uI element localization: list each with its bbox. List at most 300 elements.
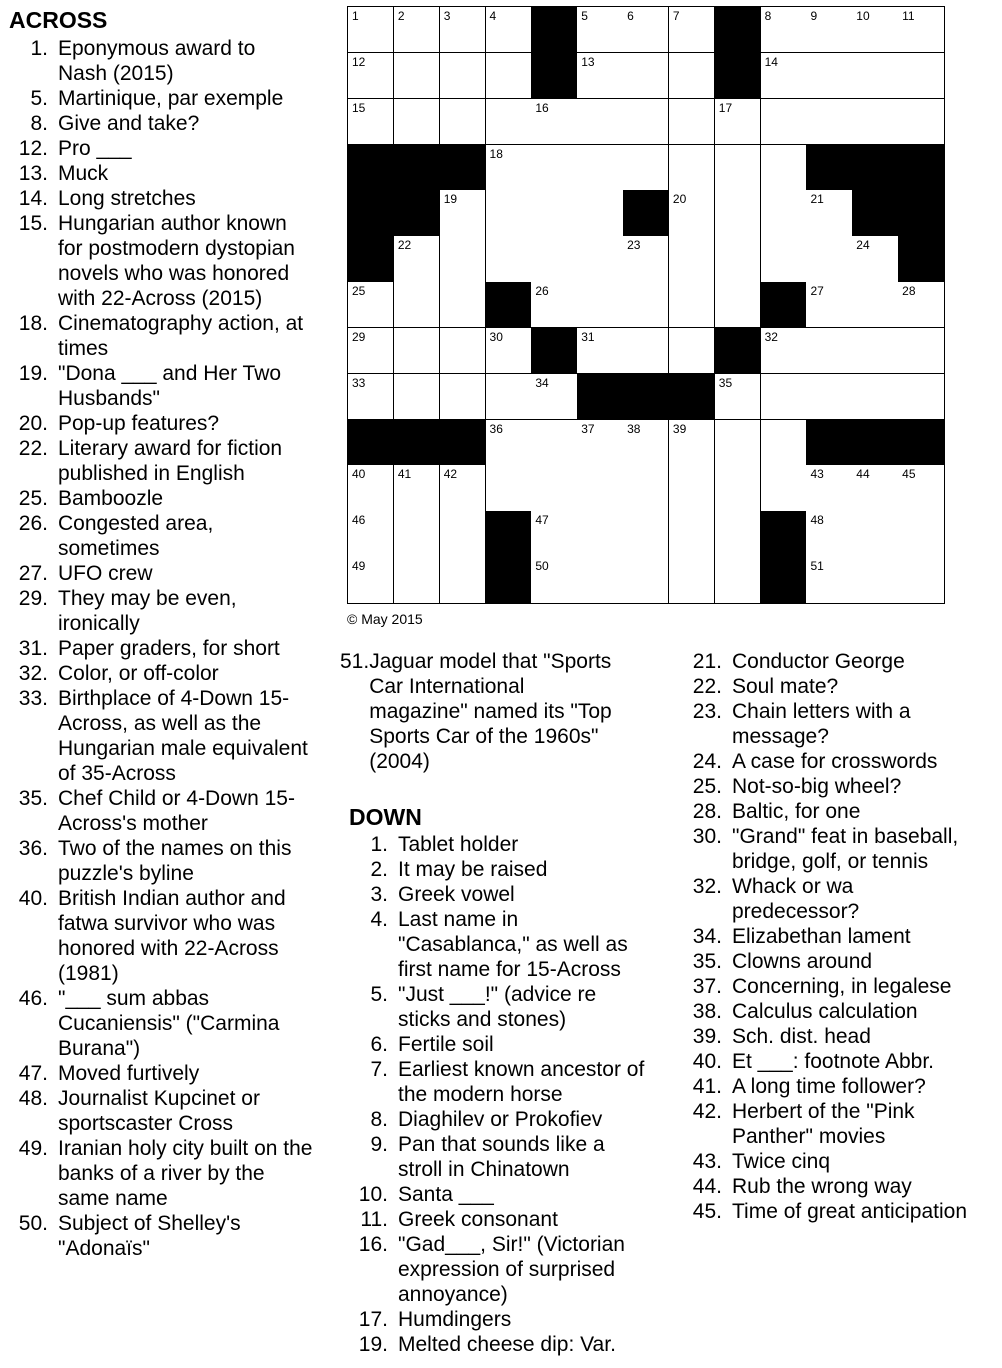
grid-block [806,145,852,191]
clue-down2-42 [680,1099,1002,1149]
grid-cell[interactable] [669,236,715,282]
grid-block [348,145,394,191]
clue-text-line: "Gad___, Sir!" (Victorian [398,1233,625,1256]
grid-block [486,282,532,328]
clue-across-18 [0,311,335,361]
cell-number: 49 [352,559,366,574]
grid-cell[interactable] [761,328,807,374]
cell-number: 43 [810,467,824,482]
clue-text [724,749,1002,774]
grid-cell[interactable] [577,557,623,603]
grid-cell[interactable] [761,99,807,145]
clue-number: 50. [18,1212,48,1235]
clue-number: 51. [340,650,370,673]
clue-text-line: Clowns around [732,950,873,973]
clue-text-line: Melted cheese dip: Var. [398,1333,616,1356]
grid-cell[interactable] [715,99,761,145]
grid-cell[interactable] [623,99,669,145]
clue-text-line: Chain letters with a [732,700,911,723]
grid-cell[interactable] [898,7,944,53]
grid-cell[interactable] [715,236,761,282]
clue-text-line: Herbert of the "Pink [732,1100,915,1123]
grid-cell[interactable] [623,511,669,557]
clue-text-line: British Indian author and [58,887,286,910]
clue-text-line: Fertile soil [398,1033,494,1056]
grid-cell[interactable] [394,465,440,511]
clue-text-line: "Casablanca," as well as [398,933,628,956]
grid-cell[interactable] [852,7,898,53]
clue-down2-32 [680,874,1002,924]
clue-text-line: Calculus calculation [732,1000,918,1023]
clue-text [390,1107,682,1132]
clue-text-line: Birthplace of 4-Down 15- [58,687,290,710]
grid-cell[interactable] [577,53,623,99]
clue-text-line: Nash (2015) [58,62,174,85]
clue-number: 23. [692,700,722,723]
clue-text-line: same name [58,1187,168,1210]
clue-text-line: Paper graders, for short [58,637,280,660]
clue-text-line: (2004) [369,750,430,773]
grid-cell[interactable] [531,145,577,191]
grid-cell[interactable] [440,557,486,603]
grid-cell[interactable] [806,282,852,328]
grid-cell[interactable] [486,145,532,191]
clue-text [50,986,335,1061]
clue-across-48 [0,1086,335,1136]
grid-cell[interactable] [852,236,898,282]
clue-down1-19 [346,1332,682,1357]
grid-cell[interactable] [852,557,898,603]
grid-block [348,190,394,236]
clue-text [390,1132,682,1182]
cell-number: 21 [810,192,824,207]
grid-cell[interactable] [898,511,944,557]
grid-cell[interactable] [531,99,577,145]
grid-cell[interactable] [761,190,807,236]
grid-cell[interactable] [394,511,440,557]
grid-cell[interactable] [623,53,669,99]
clue-across-25 [0,486,335,511]
grid-cell[interactable] [898,53,944,99]
clue-text [724,1149,1002,1174]
clue-across-26 [0,511,335,561]
clue-across-49 [0,1136,335,1211]
clue-text [50,511,335,561]
clue-down2-40 [680,1049,1002,1074]
grid-cell[interactable] [531,465,577,511]
cell-number: 41 [397,467,412,482]
clue-number: 35. [18,787,48,810]
clue-text-line: Time of great anticipation [732,1200,968,1223]
grid-cell[interactable] [669,328,715,374]
clue-text [390,1332,682,1357]
grid-cell[interactable] [440,374,486,420]
grid-block [394,190,440,236]
clue-number: 21. [692,650,722,673]
clue-down1-5 [346,982,682,1032]
clue-text-line: published in English [58,462,245,485]
clue-text [50,211,335,311]
clue-text-line: with 22-Across (2015) [58,287,263,310]
grid-block [898,236,944,282]
grid-cell[interactable] [394,236,440,282]
cell-number: 38 [627,421,641,436]
clue-text [724,674,1002,699]
grid-cell[interactable] [394,7,440,53]
grid-cell[interactable] [577,465,623,511]
grid-cell[interactable] [440,236,486,282]
clue-text [50,1086,335,1136]
cell-number: 34 [535,375,549,390]
grid-cell[interactable] [761,420,807,466]
clue-across-5 [0,86,335,111]
clue-text-line: message? [732,725,829,748]
grid-cell[interactable] [440,53,486,99]
grid-cell[interactable] [486,420,532,466]
grid-cell[interactable] [577,282,623,328]
grid-cell[interactable] [623,420,669,466]
clue-text [50,311,335,361]
clue-text-line: Across, as well as the [58,712,262,735]
clue-text-line: Muck [58,162,109,185]
cell-number: 27 [810,284,824,299]
clue-text-line: Two of the names on this [58,837,292,860]
grid-cell[interactable] [348,511,394,557]
clue-text [50,561,335,586]
grid-cell[interactable] [852,282,898,328]
grid-cell[interactable] [898,99,944,145]
clue-text-line: Pan that sounds like a [398,1133,605,1156]
clue-number: 1. [370,833,388,856]
clue-down2-30 [680,824,1002,874]
grid-block [898,420,944,466]
grid-cell[interactable] [577,328,623,374]
grid-cell[interactable] [531,282,577,328]
clue-text-line: Humdingers [398,1308,512,1331]
grid-cell[interactable] [394,557,440,603]
clue-number: 5. [30,87,48,110]
grid-cell[interactable] [715,374,761,420]
clue-text-line: Bamboozle [58,487,164,510]
clue-text-line: Eponymous award to [58,37,256,60]
clue-number: 17. [358,1308,388,1331]
clue-text [50,786,335,836]
grid-cell[interactable] [394,328,440,374]
grid-cell[interactable] [669,190,715,236]
clue-down1-2 [346,857,682,882]
clue-text-line: sportscaster Cross [58,1112,234,1135]
clue-across-31 [0,636,335,661]
clue-text [724,924,1002,949]
clue-text-line: Long stretches [58,187,196,210]
clue-text-line: Subject of Shelley's [58,1212,241,1235]
clue-text-line: first name for 15-Across [398,958,621,981]
cell-number: 32 [764,329,778,344]
cell-number: 23 [627,238,641,253]
grid-cell[interactable] [348,7,394,53]
cell-number: 8 [764,9,772,23]
grid-cell[interactable] [486,236,532,282]
grid-cell[interactable] [531,374,577,420]
clue-number: 7. [370,1058,388,1081]
grid-cell[interactable] [669,145,715,191]
clue-text-line: "Just ___!" (advice re [398,983,597,1006]
grid-cell[interactable] [577,7,623,53]
grid-cell[interactable] [486,53,532,99]
grid-block [898,190,944,236]
grid-cell[interactable] [669,557,715,603]
grid-block [715,7,761,53]
grid-cell[interactable] [394,99,440,145]
grid-cell[interactable] [348,557,394,603]
clue-down2-44 [680,1174,1002,1199]
grid-cell[interactable] [806,465,852,511]
grid-cell[interactable] [623,7,669,53]
clue-number: 8. [30,112,48,135]
clue-text-line: Car International [369,675,525,698]
grid-cell[interactable] [348,328,394,374]
grid-cell[interactable] [486,99,532,145]
clue-text-line: Iranian holy city built on the [58,1137,313,1160]
clue-text-line: Whack or wa [732,875,854,898]
grid-cell[interactable] [898,465,944,511]
grid-cell[interactable] [761,465,807,511]
clue-down2-28 [680,799,1002,824]
grid-cell[interactable] [761,7,807,53]
grid-cell[interactable] [394,282,440,328]
grid-cell[interactable] [394,53,440,99]
clue-down2-25 [680,774,1002,799]
across-heading: ACROSS [9,7,108,33]
clue-text [724,949,1002,974]
clue-text-line: Burana") [58,1037,141,1060]
grid-block [348,236,394,282]
clue-number: 36. [18,837,48,860]
clue-text [390,1057,682,1107]
grid-cell[interactable] [715,511,761,557]
grid-cell[interactable] [806,236,852,282]
grid-cell[interactable] [761,236,807,282]
clue-text-line: fatwa survivor who was [58,912,276,935]
grid-cell[interactable] [898,374,944,420]
grid-cell[interactable] [531,420,577,466]
grid-cell[interactable] [486,328,532,374]
clue-text-line: "Dona ___ and Her Two [58,362,282,385]
cell-number: 14 [764,54,778,69]
grid-cell[interactable] [806,328,852,374]
clue-down2-39 [680,1024,1002,1049]
grid-cell[interactable] [715,282,761,328]
grid-cell[interactable] [531,236,577,282]
crossword-grid [347,6,945,604]
grid-cell[interactable] [577,420,623,466]
cell-number: 1 [352,9,359,23]
clue-across-14 [0,186,335,211]
cell-number: 17 [718,100,733,115]
grid-cell[interactable] [348,282,394,328]
clue-number: 41. [692,1075,722,1098]
grid-cell[interactable] [898,282,944,328]
grid-cell[interactable] [623,557,669,603]
grid-cell[interactable] [531,557,577,603]
clue-text-line: stroll in Chinatown [398,1158,570,1181]
cell-number: 18 [489,146,503,161]
grid-cell[interactable] [669,7,715,53]
grid-cell[interactable] [348,465,394,511]
grid-cell[interactable] [486,465,532,511]
clue-text [724,1174,1002,1199]
grid-cell[interactable] [806,557,852,603]
clue-text-line: Pop-up features? [58,412,220,435]
clue-text-line: Concerning, in legalese [732,975,952,998]
grid-block [486,511,532,557]
clue-text [50,36,335,86]
clue-text [390,1182,682,1207]
clue-down1-4 [346,907,682,982]
cell-number: 4 [489,9,497,23]
grid-cell[interactable] [669,511,715,557]
clue-across-32 [0,661,335,686]
grid-cell[interactable] [577,99,623,145]
clue-number: 25. [692,775,722,798]
grid-cell[interactable] [440,328,486,374]
clue-text [50,1211,335,1261]
clue-text [724,1049,1002,1074]
clue-text [724,999,1002,1024]
grid-cell[interactable] [623,465,669,511]
grid-cell[interactable] [623,328,669,374]
grid-cell[interactable] [577,236,623,282]
grid-cell[interactable] [348,99,394,145]
clue-down2-43 [680,1149,1002,1174]
grid-cell[interactable] [898,557,944,603]
grid-cell[interactable] [577,145,623,191]
clue-text-line: They may be even, [58,587,237,610]
grid-cell[interactable] [761,53,807,99]
clue-text-line: magazine" named its "Top [369,700,612,723]
grid-cell[interactable] [577,190,623,236]
cell-number: 2 [397,9,405,23]
clue-number: 45. [692,1200,722,1223]
grid-cell[interactable] [669,53,715,99]
grid-cell[interactable] [394,374,440,420]
cell-number: 9 [810,9,818,23]
grid-cell[interactable] [531,511,577,557]
down-heading: DOWN [349,804,422,830]
clue-number: 11. [360,1208,388,1231]
grid-cell[interactable] [669,465,715,511]
grid-cell[interactable] [348,53,394,99]
grid-block [761,282,807,328]
grid-cell[interactable] [806,374,852,420]
clue-number: 1. [30,37,48,60]
grid-cell[interactable] [440,99,486,145]
clue-text-line: Not-so-big wheel? [732,775,902,798]
grid-cell[interactable] [669,420,715,466]
clue-down1-9 [346,1132,682,1182]
grid-cell[interactable] [440,465,486,511]
grid-cell[interactable] [623,282,669,328]
grid-block [440,145,486,191]
clue-text-line: "Grand" feat in baseball, [732,825,959,848]
grid-cell[interactable] [715,190,761,236]
clue-text-line: times [58,337,109,360]
clue-text-line: Greek vowel [398,883,515,906]
cell-number: 5 [581,9,588,23]
grid-cell[interactable] [715,557,761,603]
cell-number: 25 [352,284,366,299]
grid-cell[interactable] [440,511,486,557]
clue-text-line: Twice cinq [732,1150,831,1173]
clue-text [50,136,335,161]
grid-cell[interactable] [806,511,852,557]
clue-number: 20. [18,412,48,435]
cell-number: 19 [443,192,458,207]
grid-cell[interactable] [440,282,486,328]
clue-text-line: Chef Child or 4-Down 15- [58,787,295,810]
grid-cell[interactable] [669,99,715,145]
grid-cell[interactable] [486,7,532,53]
grid-cell[interactable] [486,374,532,420]
grid-cell[interactable] [806,190,852,236]
grid-cell[interactable] [806,53,852,99]
grid-cell[interactable] [440,7,486,53]
clue-text-line: Panther" movies [732,1125,886,1148]
grid-cell[interactable] [531,190,577,236]
clue-text-line: (1981) [58,962,119,985]
grid-cell[interactable] [852,99,898,145]
grid-cell[interactable] [623,236,669,282]
clue-text-line: Jaguar model that "Sports [369,650,612,673]
grid-block [852,190,898,236]
clue-text [724,1074,1002,1099]
grid-cell[interactable] [852,328,898,374]
grid-cell[interactable] [440,190,486,236]
grid-cell[interactable] [577,511,623,557]
clue-text-line: Husbands" [58,387,161,410]
grid-cell[interactable] [852,465,898,511]
grid-cell[interactable] [715,465,761,511]
grid-cell[interactable] [898,328,944,374]
clue-number: 6. [370,1033,388,1056]
grid-cell[interactable] [715,420,761,466]
grid-cell[interactable] [761,145,807,191]
grid-cell[interactable] [852,53,898,99]
clue-number: 5. [370,983,388,1006]
grid-cell[interactable] [806,99,852,145]
clue-text-line: Color, or off-color [58,662,219,685]
clue-number: 22. [692,675,722,698]
grid-cell[interactable] [669,282,715,328]
grid-cell[interactable] [761,374,807,420]
grid-cell[interactable] [623,145,669,191]
clue-down1-1 [346,832,682,857]
grid-cell[interactable] [348,374,394,420]
cell-number: 35 [718,375,733,390]
cell-number: 12 [352,54,366,69]
clue-text [724,649,1002,674]
grid-cell[interactable] [806,7,852,53]
grid-cell[interactable] [852,511,898,557]
clue-across-50 [0,1211,335,1261]
grid-block [852,420,898,466]
clue-text-line: Congested area, [58,512,214,535]
grid-cell[interactable] [486,190,532,236]
grid-cell[interactable] [715,145,761,191]
grid-cell[interactable] [852,374,898,420]
clue-text [50,636,335,661]
cell-number: 29 [352,329,366,344]
